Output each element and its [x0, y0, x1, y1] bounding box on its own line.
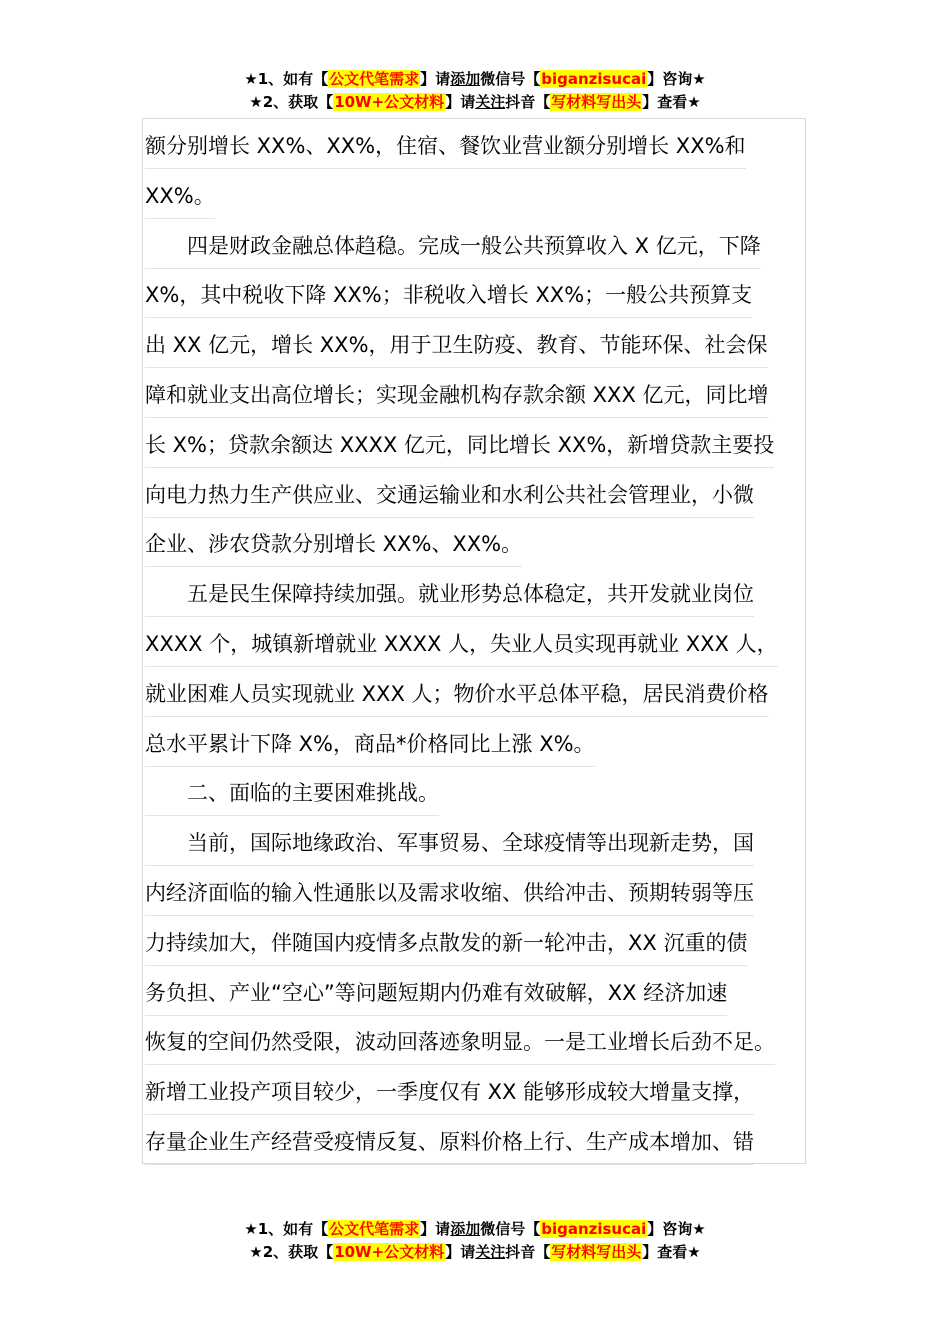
douyin-id-highlight: 写材料写出头 — [551, 93, 642, 111]
highlight-text: 10W+公文材料 — [334, 1243, 445, 1261]
footer-text: 】请 — [445, 1243, 476, 1261]
text-line: XXXX 个，城镇新增就业 XXXX 人，失业人员实现再就业 XXX 人， — [145, 619, 810, 669]
header-text: 】查看★ — [642, 93, 701, 111]
text-line: 恢复的空间仍然受限，波动回落迹象明显。一是工业增长后劲不足。 — [145, 1017, 810, 1067]
text-line: 向电力热力生产供应业、交通运输业和水利公共社会管理业，小微 — [145, 470, 810, 520]
text-line: 障和就业支出高位增长；实现金融机构存款余额 XXX 亿元，同比增 — [145, 370, 810, 420]
header-line-1 — [0, 68, 950, 91]
text-line: 四是财政金融总体趋稳。完成一般公共预算收入 X 亿元，下降 — [145, 221, 810, 271]
header-text: 微信号【 — [480, 70, 541, 88]
header-text: 抖音【 — [505, 93, 551, 111]
header-line-2 — [0, 91, 950, 114]
highlight-text: 公文代笔需求 — [329, 70, 420, 88]
underlined-text: 关注 — [475, 93, 506, 111]
douyin-id-highlight: 写材料写出头 — [551, 1243, 642, 1261]
document-body — [145, 121, 810, 1167]
footer-text: ★2、获取【 — [249, 1243, 334, 1261]
footer-text: ★1、如有【 — [244, 1220, 329, 1238]
footer-text: 】请 — [420, 1220, 451, 1238]
highlight-text: 公文代笔需求 — [329, 1220, 420, 1238]
section-heading: 二、面临的主要困难挑战。 — [145, 768, 810, 818]
highlight-text: 10W+公文材料 — [334, 93, 445, 111]
footer-text: 抖音【 — [505, 1243, 551, 1261]
wechat-id-highlight: biganzisucai — [541, 1220, 647, 1238]
text-line: 存量企业生产经营受疫情反复、原料价格上行、生产成本增加、错 — [145, 1117, 810, 1167]
underlined-text: 关注 — [475, 1243, 506, 1261]
text-line: 力持续加大，伴随国内疫情多点散发的新一轮冲击，XX 沉重的债 — [145, 918, 810, 968]
header-text: ★2、获取【 — [249, 93, 334, 111]
footer-banner — [0, 1218, 950, 1264]
text-line: 长 X%；贷款余额达 XXXX 亿元，同比增长 XX%，新增贷款主要投 — [145, 420, 810, 470]
text-line: 当前，国际地缘政治、军事贸易、全球疫情等出现新走势，国 — [145, 818, 810, 868]
text-line: 五是民生保障持续加强。就业形势总体稳定，共开发就业岗位 — [145, 569, 810, 619]
text-line: 务负担、产业“空心”等问题短期内仍难有效破解，XX 经济加速 — [145, 968, 810, 1018]
header-banner — [0, 68, 950, 114]
text-line: X%，其中税收下降 XX%；非税收入增长 XX%；一般公共预算支 — [145, 270, 810, 320]
text-line: 新增工业投产项目较少，一季度仅有 XX 能够形成较大增量支撑， — [145, 1067, 810, 1117]
header-text: 】咨询★ — [647, 70, 706, 88]
underlined-text: 添加 — [450, 1220, 481, 1238]
footer-line-2 — [0, 1241, 950, 1264]
text-line: 就业困难人员实现就业 XXX 人；物价水平总体平稳，居民消费价格 — [145, 669, 810, 719]
text-line: XX%。 — [145, 171, 810, 221]
text-line: 企业、涉农贷款分别增长 XX%、XX%。 — [145, 519, 810, 569]
header-text: 】请 — [420, 70, 451, 88]
text-line: 内经济面临的输入性通胀以及需求收缩、供给冲击、预期转弱等压 — [145, 868, 810, 918]
footer-text: 】查看★ — [642, 1243, 701, 1261]
footer-line-1 — [0, 1218, 950, 1241]
header-text: ★1、如有【 — [244, 70, 329, 88]
footer-text: 微信号【 — [480, 1220, 541, 1238]
wechat-id-highlight: biganzisucai — [541, 70, 647, 88]
underlined-text: 添加 — [450, 70, 481, 88]
text-line: 额分别增长 XX%、XX%，住宿、餐饮业营业额分别增长 XX%和 — [145, 121, 810, 171]
text-line: 出 XX 亿元，增长 XX%，用于卫生防疫、教育、节能环保、社会保 — [145, 320, 810, 370]
footer-text: 】咨询★ — [647, 1220, 706, 1238]
header-text: 】请 — [445, 93, 476, 111]
text-line: 总水平累计下降 X%，商品*价格同比上涨 X%。 — [145, 719, 810, 769]
